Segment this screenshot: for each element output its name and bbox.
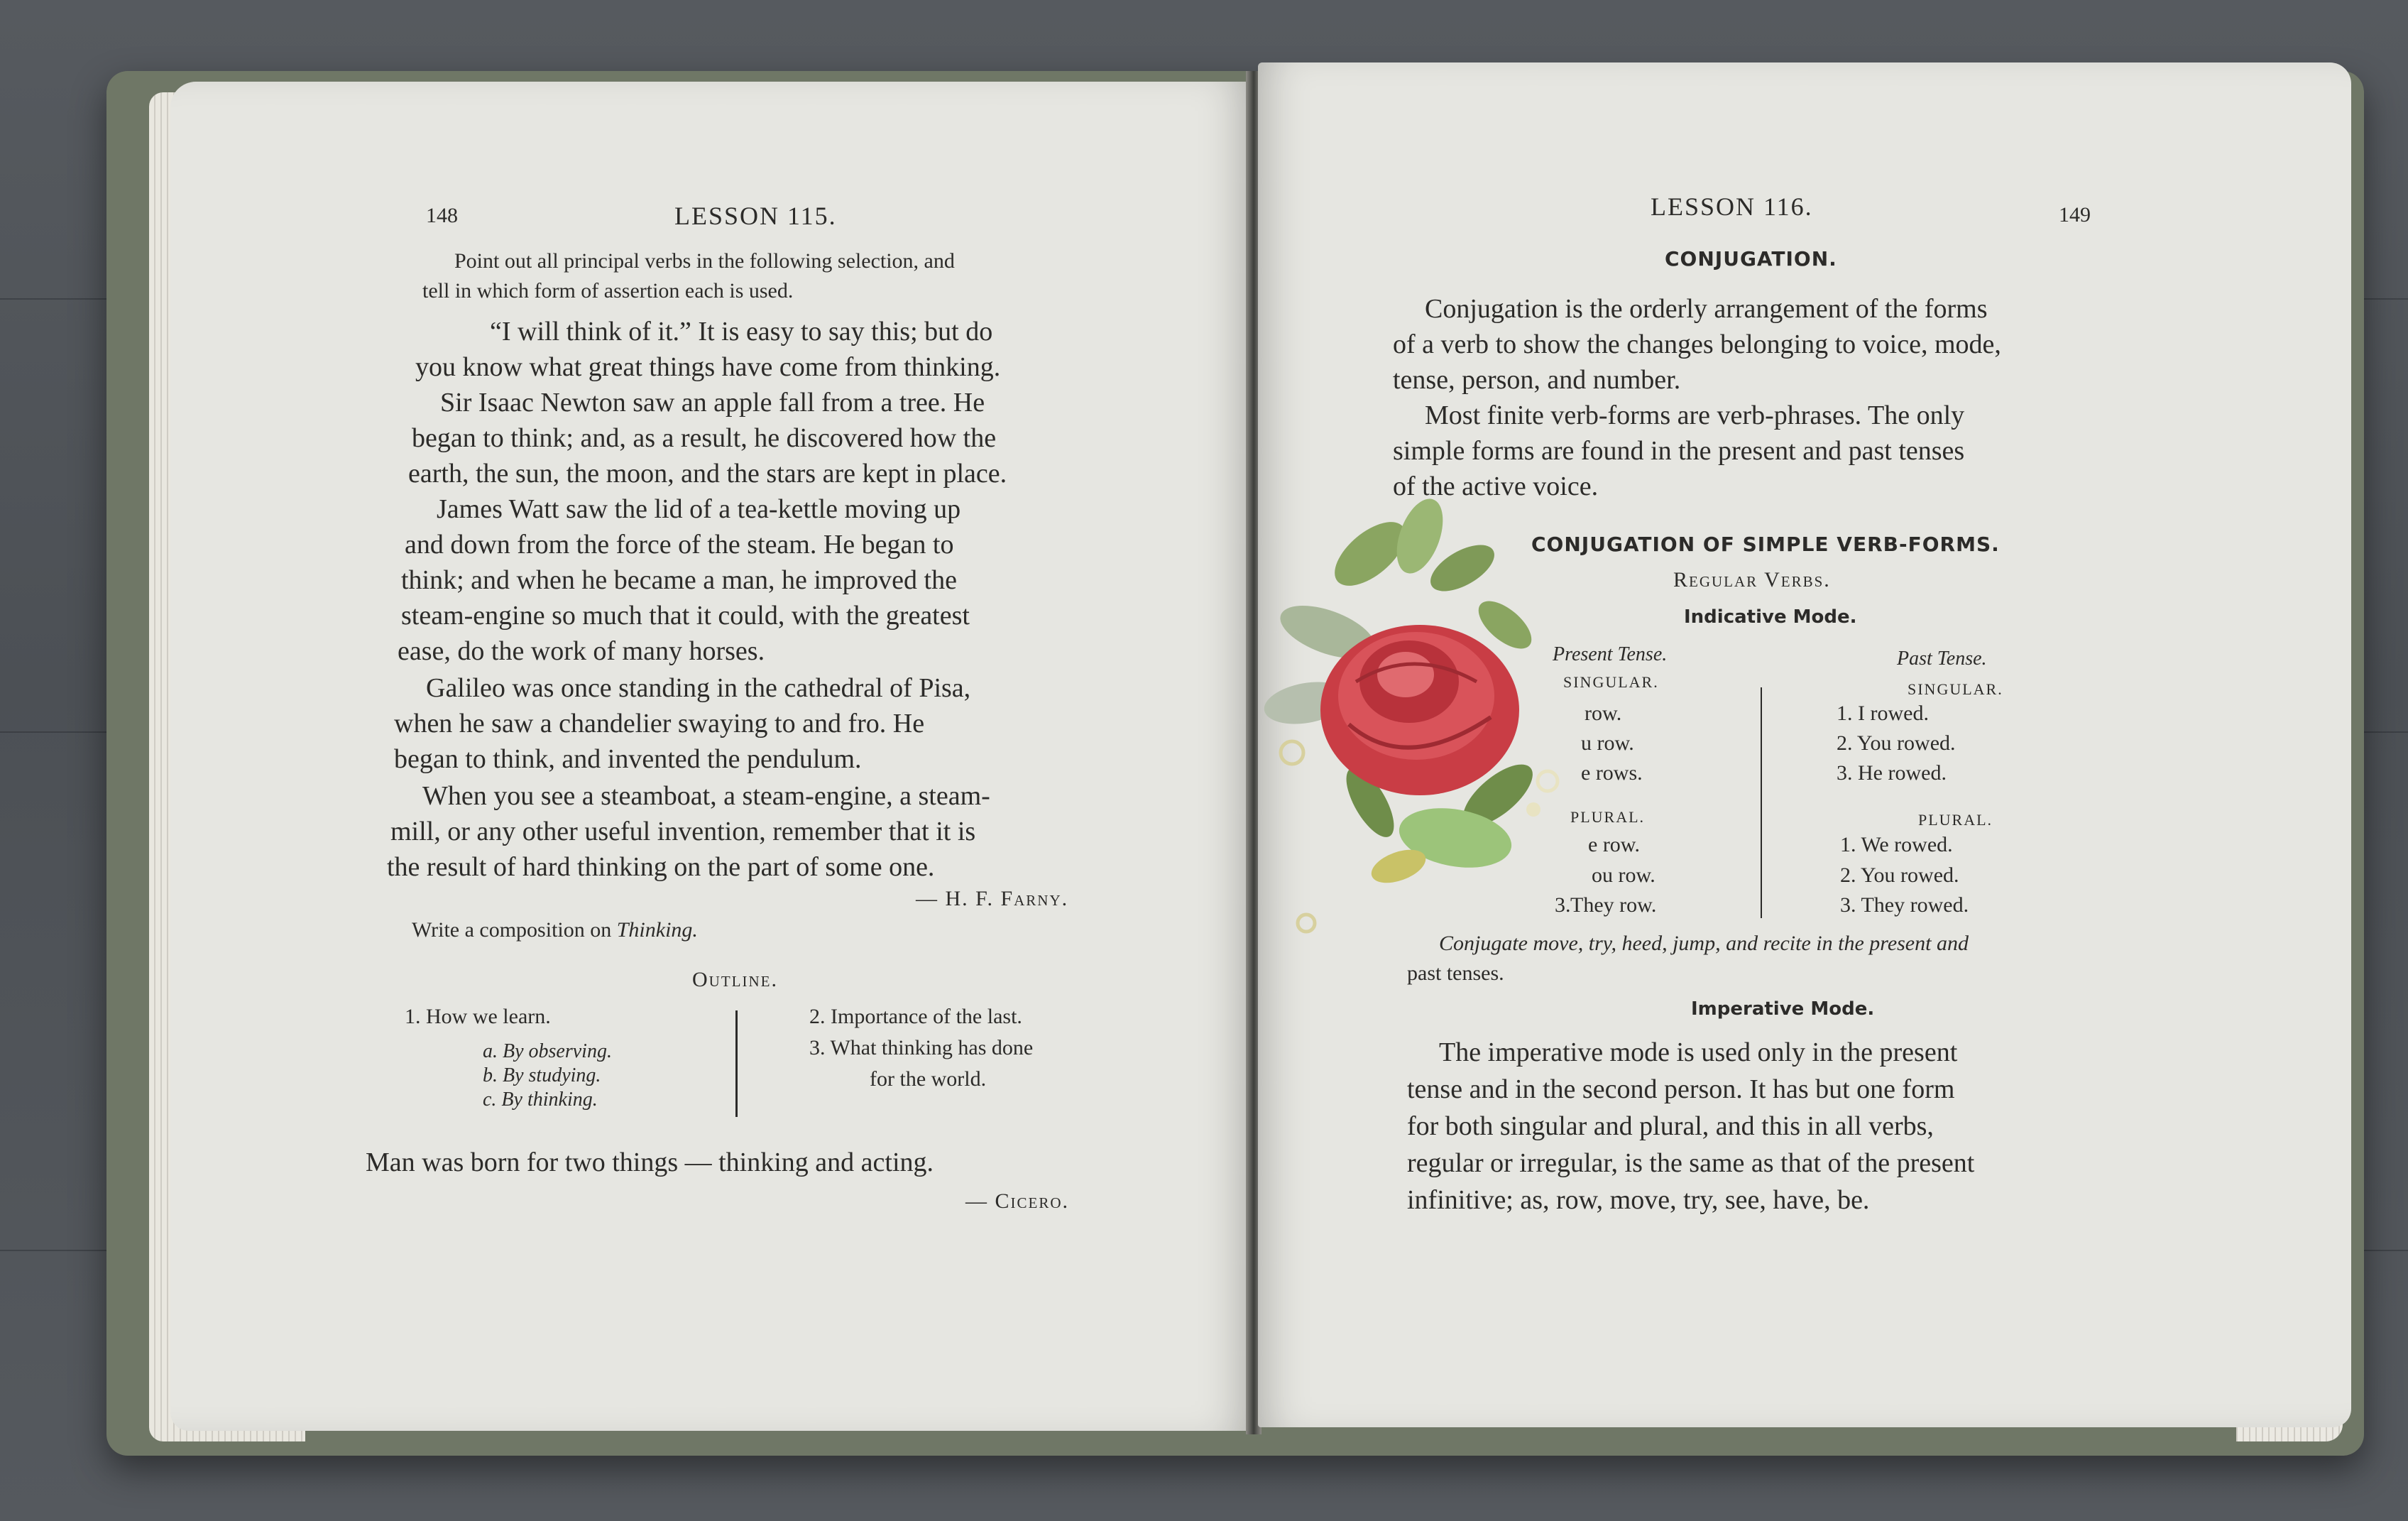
outline-item: 1. How we learn.	[405, 1005, 551, 1028]
imperative-line: for both singular and plural, and this in all verbs,	[1407, 1111, 1934, 1141]
passage-line: began to think, and invented the pendulum.	[394, 744, 862, 774]
paragraph-line: Conjugation is the orderly arrangement of the forms	[1425, 294, 1988, 324]
quote: Man was born for two things — thinking and acting.	[366, 1147, 934, 1177]
composition-topic: Thinking.	[616, 918, 698, 942]
present-tense-heading: Present Tense.	[1553, 643, 1668, 665]
paragraph-line: Most finite verb-forms are verb-phrases. The only	[1425, 400, 1965, 430]
past-plural-form: 1. We rowed.	[1840, 833, 1953, 856]
singular-label: SINGULAR.	[1908, 680, 2003, 698]
passage-line: and down from the force of the steam. He began to	[405, 530, 954, 560]
conjugate-exercise-line: past tenses.	[1407, 961, 1504, 985]
composition-prompt	[412, 918, 698, 942]
instruction-line: Point out all principal verbs in the following selection, and	[454, 249, 955, 273]
left-page	[170, 82, 1249, 1431]
present-plural-form: ou row.	[1592, 863, 1656, 887]
present-plural-form: e row.	[1588, 833, 1641, 856]
passage-line: James Watt saw the lid of a tea-kettle moving up	[437, 494, 961, 524]
present-plural-form: They row.	[1570, 893, 1657, 917]
present-plural-number: 3.	[1555, 893, 1571, 917]
past-singular-form: 1. I rowed.	[1837, 702, 1929, 725]
past-tense-heading: Past Tense.	[1897, 648, 1987, 670]
passage-line: you know what great things have come from thinking.	[415, 352, 1001, 382]
passage-line: When you see a steamboat, a steam-engine, a steam-	[422, 781, 990, 811]
passage-line: earth, the sun, the moon, and the stars are kept in place.	[408, 459, 1007, 489]
present-singular-form: row.	[1585, 702, 1622, 725]
indicative-mode-heading: Indicative Mode.	[1684, 606, 1857, 628]
paragraph-line: of the active voice.	[1393, 471, 1599, 501]
imperative-mode-heading: Imperative Mode.	[1691, 998, 1875, 1020]
past-singular-form: 2. You rowed.	[1837, 731, 1956, 755]
conjugation-heading: CONJUGATION OF SIMPLE VERB-FORMS.	[1531, 533, 2000, 556]
rose-flower	[1320, 625, 1519, 795]
outline-item: 3. What thinking has done	[809, 1036, 1034, 1059]
outline-item: for the world.	[870, 1067, 987, 1091]
passage-line: mill, or any other useful invention, remember that it is	[390, 817, 976, 846]
passage-line: think; and when he became a man, he improved the	[401, 565, 957, 595]
outline-sub-item: c. By thinking.	[483, 1089, 598, 1111]
composition-prefix: Write a composition on	[412, 918, 617, 942]
outline-sub-item: b. By studying.	[483, 1064, 601, 1086]
outline-divider	[735, 1010, 738, 1117]
passage-line: ease, do the work of many horses.	[398, 636, 765, 666]
past-plural-form: 3. They rowed.	[1840, 893, 1969, 917]
quote-attribution: — Cicero.	[965, 1189, 1070, 1213]
outline-sub-item: a. By observing.	[483, 1040, 612, 1062]
present-singular-form: u row.	[1581, 731, 1634, 755]
paragraph-line: of a verb to show the changes belonging to voice, mode,	[1393, 329, 2001, 359]
rose-sticker	[1264, 469, 1576, 937]
imperative-line: tense and in the second person. It has but one form	[1407, 1074, 1955, 1104]
singular-label: SINGULAR.	[1563, 673, 1659, 691]
lesson-title-right: LESSON 116.	[1651, 192, 1813, 221]
past-singular-form: 3. He rowed.	[1837, 761, 1947, 785]
imperative-line: The imperative mode is used only in the present	[1439, 1037, 1958, 1067]
lesson-title-left: LESSON 115.	[674, 202, 837, 230]
regular-verbs-heading: Regular Verbs.	[1673, 568, 1831, 592]
imperative-line: regular or irregular, is the same as that of the present	[1407, 1148, 1975, 1178]
past-plural-form: 2. You rowed.	[1840, 863, 1959, 887]
plural-label: PLURAL.	[1918, 811, 1993, 829]
conjugate-exercise-line: Conjugate move, try, heed, jump, and recite in the present and	[1439, 932, 1969, 955]
passage-line: Galileo was once standing in the cathedral of Pisa,	[426, 673, 971, 703]
passage-line: “I will think of it.” It is easy to say this; but do	[490, 317, 993, 347]
outline-heading: Outline.	[692, 968, 778, 991]
passage-line: steam-engine so much that it could, with the greatest	[401, 601, 970, 631]
passage-line: Sir Isaac Newton saw an apple fall from a tree. He	[440, 388, 985, 418]
plural-label: PLURAL.	[1570, 808, 1646, 826]
instruction-line: tell in which form of assertion each is used.	[422, 279, 794, 302]
page-number-right: 149	[2059, 203, 2091, 227]
paragraph-line: simple forms are found in the present and past tenses	[1393, 436, 1965, 466]
attribution: — H. F. Farny.	[916, 887, 1069, 910]
paragraph-line: tense, person, and number.	[1393, 365, 1681, 395]
imperative-line: infinitive; as, row, move, try, see, have, be.	[1407, 1185, 1870, 1215]
page-number-left: 148	[426, 204, 458, 227]
passage-line: the result of hard thinking on the part of some one.	[387, 852, 935, 882]
tense-divider	[1761, 687, 1762, 918]
present-singular-form: e rows.	[1581, 761, 1643, 785]
passage-line: when he saw a chandelier swaying to and fro. He	[394, 709, 925, 738]
section-subtitle: CONJUGATION.	[1665, 247, 1837, 271]
outline-item: 2. Importance of the last.	[809, 1005, 1022, 1028]
passage-line: began to think; and, as a result, he discovered how the	[412, 423, 997, 453]
